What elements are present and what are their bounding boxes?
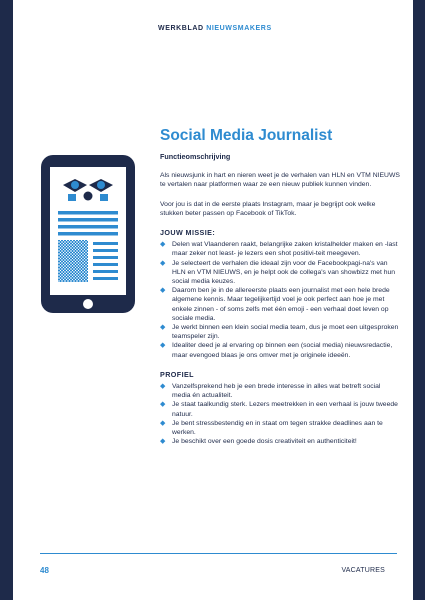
diamond-bullet-icon: ◆ <box>160 383 166 391</box>
diamond-bullet-icon: ◆ <box>160 419 166 427</box>
mission-list <box>160 240 400 360</box>
intro-paragraph-2: Voor jou is dat in de eerste plaats Instagram, maar je begrijpt ook welke stukken beter passen op Facebook of TikTok. <box>160 200 376 217</box>
diamond-bullet-icon: ◆ <box>160 401 166 409</box>
page-title: Social Media Journalist <box>160 127 333 144</box>
footer-divider <box>40 553 397 554</box>
list-item: ◆ Idealiter deed je al ervaring op binnen een (social media) nieuwsredactie, maar evengoed blaas je ons omver met je originele ideeën. <box>160 342 393 359</box>
diamond-bullet-icon: ◆ <box>160 438 166 446</box>
main-content <box>160 152 400 456</box>
phone-home-button <box>83 299 93 309</box>
list-item: ◆ Je selecteert de verhalen die ideaal zijn voor de Facebookpagi-na's van HLN en VTM NIEUWS, en je helpt ook de collega's van showbizz met hun social media keuzes. <box>160 259 396 286</box>
diamond-bullet-icon: ◆ <box>160 324 166 332</box>
article-image-placeholder <box>58 240 88 282</box>
diamond-bullet-icon: ◆ <box>160 342 166 350</box>
diamond-bullet-icon: ◆ <box>160 287 166 295</box>
diamond-bullet-icon: ◆ <box>160 259 166 267</box>
list-item: ◆ Daarom ben je in de allereerste plaats een journalist met een hele brede algemene kennis. Maar tegelijkertijd voel je ook perfect aan hoe je met enkele zinnen - of soms zelfs met één emoji - een verhaal doet leven op sociale media. <box>160 287 390 322</box>
page-number: 48 <box>40 566 49 575</box>
diamond-bullet-icon: ◆ <box>160 241 166 249</box>
list-item: ◆ Je staat taalkundig sterk. Lezers meetrekken in een verhaal is jouw tweede natuur. <box>160 401 398 418</box>
list-item: ◆ Vanzelfsprekend heb je een brede interesse in alles wat betreft social media én actualiteit. <box>160 383 381 400</box>
header-accent: NIEUWSMAKERS <box>206 25 272 32</box>
list-item: ◆ Je bent stressbestendig en in staat om tegen strakke deadlines aan te werken. <box>160 419 383 437</box>
worksheet-header <box>158 25 272 32</box>
list-item: ◆ Je werkt binnen een klein social media team, dus je moet een uitgesproken teamspeler zijn. <box>160 324 399 341</box>
header-prefix: WERKBLAD <box>158 25 204 32</box>
smartphone-icon <box>41 155 135 313</box>
footer-section-label: VACATURES <box>341 567 385 574</box>
mission-heading: JOUW MISSIE: <box>160 228 216 238</box>
list-item: ◆ Delen wat Vlaanderen raakt, belangrijke zaken kristalhelder maken en -last maar zeker not least- je lezers een shot positivi-teit meegeven. <box>160 241 398 258</box>
profile-heading: PROFIEL <box>160 369 194 379</box>
page <box>13 0 413 600</box>
list-item: ◆ Je beschikt over een goede dosis creativiteit en authenticiteit! <box>160 438 357 446</box>
section-subheading: Functieomschrijving <box>160 152 231 161</box>
intro-paragraph-1: Als nieuwsjunk in hart en nieren weet je de verhalen van HLN en VTM NIEUWS te vertalen naar platformen waar ze een nieuw publiek kunnen vinden. <box>160 172 400 189</box>
profile-list <box>160 382 400 446</box>
